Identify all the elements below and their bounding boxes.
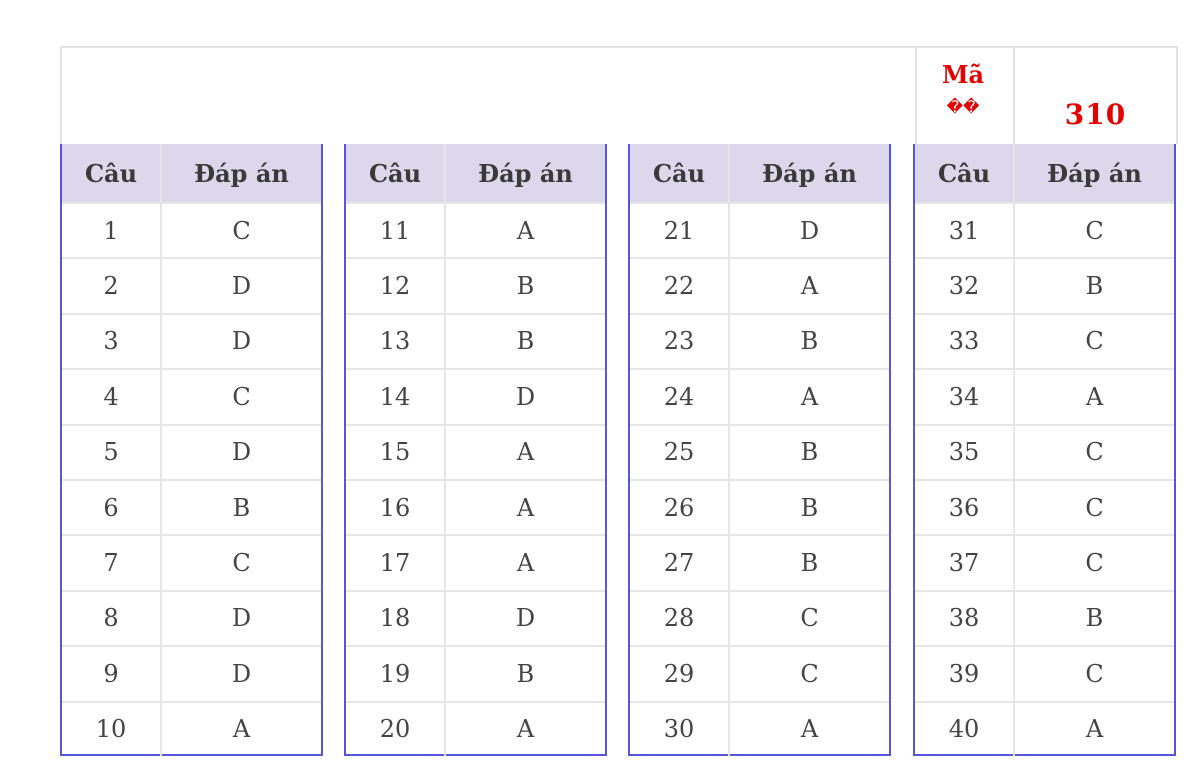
question-number: 39: [915, 647, 1015, 700]
answer-row: [630, 534, 889, 589]
answer-letter: A: [516, 216, 535, 245]
answer-block-1: [60, 144, 323, 756]
answer-row: [62, 257, 321, 312]
answer-letter: D: [231, 327, 252, 356]
question-number: 29: [630, 647, 730, 700]
header-band: [60, 46, 1178, 146]
answer-letter: A: [800, 382, 819, 411]
column-header-answer: Đáp án: [1047, 158, 1142, 188]
question-number: 8: [62, 592, 162, 645]
answer-letter: C: [1085, 549, 1104, 578]
answer-row: [630, 202, 889, 257]
answer-row: [346, 202, 605, 257]
answer-letter: A: [1085, 382, 1104, 411]
answer-letter: D: [799, 216, 820, 245]
question-number: 17: [346, 536, 446, 589]
exam-code-value: 310: [1015, 48, 1178, 144]
answer-row: [62, 424, 321, 479]
question-number: 7: [62, 536, 162, 589]
answer-letter: A: [1085, 715, 1104, 744]
answer-row: [346, 534, 605, 589]
question-number: 25: [630, 426, 730, 479]
answer-row: [346, 701, 605, 756]
question-number: 3: [62, 315, 162, 368]
question-number: 24: [630, 370, 730, 423]
question-number: 40: [915, 703, 1015, 756]
question-number: 10: [62, 703, 162, 756]
question-number: 19: [346, 647, 446, 700]
question-number: 30: [630, 703, 730, 756]
answer-row: [346, 479, 605, 534]
question-number: 4: [62, 370, 162, 423]
question-number: 21: [630, 204, 730, 257]
answer-letter: C: [1085, 216, 1104, 245]
answer-row: [62, 202, 321, 257]
answer-row: [915, 257, 1174, 312]
column-header-row: [346, 144, 605, 202]
answer-letter: A: [800, 715, 819, 744]
column-header-answer: Đáp án: [478, 158, 573, 188]
answer-row: [346, 368, 605, 423]
question-number: 26: [630, 481, 730, 534]
answer-row: [915, 645, 1174, 700]
answer-letter: B: [1085, 272, 1104, 301]
question-number: 5: [62, 426, 162, 479]
answer-row: [630, 590, 889, 645]
answer-row: [630, 368, 889, 423]
answer-row: [915, 534, 1174, 589]
answer-row: [630, 645, 889, 700]
answer-row: [346, 645, 605, 700]
answer-row: [915, 424, 1174, 479]
question-number: 15: [346, 426, 446, 479]
column-header-question: Câu: [62, 144, 162, 202]
answer-letter: A: [516, 715, 535, 744]
column-header-row: [915, 144, 1174, 202]
question-number: 1: [62, 204, 162, 257]
column-header-question: Câu: [346, 144, 446, 202]
question-number: 35: [915, 426, 1015, 479]
answer-row: [915, 701, 1174, 756]
answer-row: [630, 701, 889, 756]
column-header-answer: Đáp án: [762, 158, 857, 188]
answer-letter: C: [1085, 438, 1104, 467]
answer-letter: D: [231, 272, 252, 301]
answer-letter: B: [800, 327, 819, 356]
answer-row: [915, 368, 1174, 423]
exam-code-label-line1: Mã: [941, 60, 985, 89]
answer-letter: A: [232, 715, 251, 744]
answer-row: [915, 313, 1174, 368]
question-number: 6: [62, 481, 162, 534]
answer-letter: A: [516, 493, 535, 522]
question-number: 18: [346, 592, 446, 645]
answer-letter: C: [232, 216, 251, 245]
answer-key-sheet: [60, 46, 1178, 744]
answer-row: [62, 534, 321, 589]
header-empty-cell: [60, 48, 917, 144]
answer-letter: C: [800, 604, 819, 633]
answer-letter: C: [232, 549, 251, 578]
question-number: 28: [630, 592, 730, 645]
question-number: 27: [630, 536, 730, 589]
question-number: 34: [915, 370, 1015, 423]
answer-letter: B: [800, 438, 819, 467]
answer-row: [915, 590, 1174, 645]
answer-letter: A: [800, 272, 819, 301]
answer-letter: B: [800, 493, 819, 522]
question-number: 9: [62, 647, 162, 700]
answer-row: [346, 313, 605, 368]
answer-row: [915, 202, 1174, 257]
column-header-question: Câu: [630, 144, 730, 202]
answer-letter: D: [515, 382, 536, 411]
answer-row: [62, 701, 321, 756]
answer-row: [62, 368, 321, 423]
column-header-row: [630, 144, 889, 202]
answer-row: [630, 479, 889, 534]
answer-letter: D: [231, 438, 252, 467]
question-number: 23: [630, 315, 730, 368]
answer-block-3: [628, 144, 891, 756]
answer-letter: D: [231, 604, 252, 633]
question-number: 12: [346, 259, 446, 312]
column-header-answer: Đáp án: [194, 158, 289, 188]
question-number: 11: [346, 204, 446, 257]
answer-letter: C: [1085, 327, 1104, 356]
question-number: 14: [346, 370, 446, 423]
answer-letter: C: [800, 659, 819, 688]
answer-letter: C: [1085, 493, 1104, 522]
answer-letter: D: [515, 604, 536, 633]
column-header-question: Câu: [915, 144, 1015, 202]
answer-row: [915, 479, 1174, 534]
answer-letter: C: [232, 382, 251, 411]
question-number: 16: [346, 481, 446, 534]
answer-row: [346, 257, 605, 312]
answer-letter: D: [231, 659, 252, 688]
question-number: 2: [62, 259, 162, 312]
answer-row: [346, 424, 605, 479]
question-number: 36: [915, 481, 1015, 534]
question-number: 33: [915, 315, 1015, 368]
question-number: 38: [915, 592, 1015, 645]
answer-letter: B: [232, 493, 251, 522]
question-number: 22: [630, 259, 730, 312]
answer-letter: B: [1085, 604, 1104, 633]
exam-code-label: [913, 48, 1015, 144]
answer-letter: A: [516, 549, 535, 578]
answer-row: [62, 313, 321, 368]
answer-letter: B: [800, 549, 819, 578]
answer-row: [62, 645, 321, 700]
answer-letter: A: [516, 438, 535, 467]
answer-row: [346, 590, 605, 645]
answer-letter: C: [1085, 659, 1104, 688]
answer-row: [630, 424, 889, 479]
exam-code-label-line2: ��: [946, 97, 980, 116]
answer-row: [630, 257, 889, 312]
answer-letter: B: [516, 659, 535, 688]
answer-row: [62, 479, 321, 534]
answer-block-4: [913, 144, 1176, 756]
question-number: 20: [346, 703, 446, 756]
question-number: 32: [915, 259, 1015, 312]
question-number: 37: [915, 536, 1015, 589]
question-number: 13: [346, 315, 446, 368]
answer-row: [630, 313, 889, 368]
answer-block-2: [344, 144, 607, 756]
answer-letter: B: [516, 327, 535, 356]
answer-row: [62, 590, 321, 645]
column-header-row: [62, 144, 321, 202]
question-number: 31: [915, 204, 1015, 257]
answer-letter: B: [516, 272, 535, 301]
